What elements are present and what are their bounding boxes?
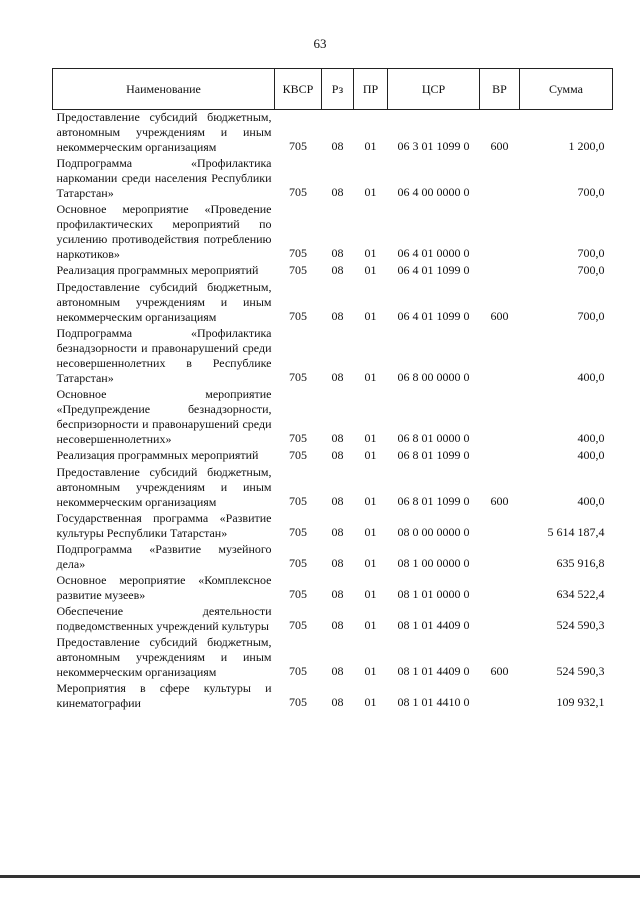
row-name: Предоставление субсидий бюджетным, автономным учреждениям и иным некоммерческим организациям	[56, 635, 272, 679]
row-vr: 600	[490, 494, 509, 508]
row-rz: 08	[331, 525, 344, 539]
row-pr: 01	[364, 309, 377, 323]
header-sum: Сумма	[520, 69, 613, 110]
row-rz: 08	[331, 448, 344, 462]
table-row	[53, 156, 613, 202]
row-csr: 06 8 00 0000 0	[397, 370, 470, 384]
row-name: Подпрограмма «Профилактика наркомании среди населения Республики Татарстан»	[56, 156, 272, 200]
table-row	[53, 681, 613, 712]
row-pr: 01	[364, 185, 377, 199]
table-row	[53, 511, 613, 542]
table-row	[53, 387, 613, 448]
row-name: Основное мероприятие «Предупреждение безнадзорности, беспризорности и правонарушений среди несовершеннолетних»	[56, 387, 272, 446]
row-name: Реализация программных мероприятий	[56, 448, 259, 462]
header-name: Наименование	[53, 69, 275, 110]
row-sum: 400,0	[577, 431, 605, 445]
table-row	[53, 635, 613, 681]
row-kvsr: 705	[289, 139, 307, 153]
row-vr	[480, 604, 520, 635]
row-pr: 01	[364, 695, 377, 709]
row-rz: 08	[331, 494, 344, 508]
row-name: Предоставление субсидий бюджетным, автономным учреждениям и иным некоммерческим организациям	[56, 465, 272, 509]
row-pr: 01	[364, 139, 377, 153]
row-sum: 700,0	[577, 185, 605, 199]
row-name: Предоставление субсидий бюджетным, автономным учреждениям и иным некоммерческим организациям	[56, 280, 272, 324]
row-sum: 524 590,3	[556, 618, 605, 632]
row-pr: 01	[364, 494, 377, 508]
row-kvsr: 705	[289, 664, 307, 678]
table-row	[53, 326, 613, 387]
row-vr	[480, 573, 520, 604]
row-vr	[480, 681, 520, 712]
table-row	[53, 202, 613, 263]
row-sum: 5 614 187,4	[547, 525, 605, 539]
row-kvsr: 705	[289, 309, 307, 323]
table-row	[53, 542, 613, 573]
row-csr: 06 4 00 0000 0	[397, 185, 470, 199]
row-pr: 01	[364, 587, 377, 601]
row-rz: 08	[331, 664, 344, 678]
header-csr: ЦСР	[388, 69, 480, 110]
row-csr: 08 1 01 4409 0	[397, 664, 470, 678]
row-kvsr: 705	[289, 246, 307, 260]
header-rz: Рз	[322, 69, 354, 110]
table-row	[53, 110, 613, 157]
row-sum: 400,0	[577, 494, 605, 508]
row-rz: 08	[331, 431, 344, 445]
row-name: Обеспечение деятельности подведомственных учреждений культуры	[56, 604, 272, 633]
table-row	[53, 465, 613, 511]
row-csr: 08 1 01 4410 0	[397, 695, 470, 709]
row-rz: 08	[331, 263, 344, 277]
row-name: Основное мероприятие «Комплексное развитие музеев»	[56, 573, 272, 602]
row-pr: 01	[364, 556, 377, 570]
row-kvsr: 705	[289, 556, 307, 570]
row-kvsr: 705	[289, 695, 307, 709]
row-vr: 600	[490, 139, 509, 153]
row-sum: 700,0	[577, 246, 605, 260]
row-rz: 08	[331, 139, 344, 153]
row-sum: 634 522,4	[556, 587, 605, 601]
header-pr: ПР	[354, 69, 388, 110]
row-pr: 01	[364, 431, 377, 445]
row-kvsr: 705	[289, 448, 307, 462]
row-sum: 700,0	[577, 309, 605, 323]
row-sum: 700,0	[577, 263, 605, 277]
row-rz: 08	[331, 246, 344, 260]
table-row	[53, 263, 613, 280]
row-sum: 400,0	[577, 370, 605, 384]
row-vr	[480, 202, 520, 263]
page-bottom-rule	[0, 875, 640, 878]
row-csr: 08 1 01 0000 0	[397, 587, 470, 601]
row-rz: 08	[331, 587, 344, 601]
row-name: Реализация программных мероприятий	[56, 263, 259, 277]
row-pr: 01	[364, 664, 377, 678]
row-kvsr: 705	[289, 263, 307, 277]
row-vr	[480, 156, 520, 202]
row-vr	[480, 326, 520, 387]
row-vr	[480, 511, 520, 542]
row-rz: 08	[331, 618, 344, 632]
budget-table	[52, 68, 613, 712]
row-csr: 06 8 01 0000 0	[397, 431, 470, 445]
row-pr: 01	[364, 525, 377, 539]
row-vr: 600	[490, 664, 509, 678]
row-sum: 524 590,3	[556, 664, 605, 678]
row-csr: 06 4 01 0000 0	[397, 246, 470, 260]
row-rz: 08	[331, 370, 344, 384]
row-csr: 08 1 01 4409 0	[397, 618, 470, 632]
header-vr: ВР	[480, 69, 520, 110]
row-name: Основное мероприятие «Проведение профилактических мероприятий по усилению противодействия потреблению наркотиков»	[56, 202, 272, 261]
table-row	[53, 573, 613, 604]
table-row	[53, 448, 613, 465]
row-kvsr: 705	[289, 185, 307, 199]
row-rz: 08	[331, 309, 344, 323]
row-csr: 08 0 00 0000 0	[397, 525, 470, 539]
row-pr: 01	[364, 246, 377, 260]
row-name: Подпрограмма «Профилактика безнадзорности и правонарушений среди несовершеннолетних в Республике Татарстан»	[56, 326, 272, 385]
row-csr: 06 4 01 1099 0	[397, 263, 470, 277]
row-sum: 109 932,1	[556, 695, 605, 709]
row-sum: 635 916,8	[556, 556, 605, 570]
row-csr: 06 8 01 1099 0	[397, 448, 470, 462]
row-vr	[480, 263, 520, 280]
page-number: 63	[313, 36, 327, 51]
row-csr: 06 4 01 1099 0	[397, 309, 470, 323]
row-name: Подпрограмма «Развитие музейного дела»	[56, 542, 272, 571]
row-vr: 600	[490, 309, 509, 323]
row-csr: 06 3 01 1099 0	[397, 139, 470, 153]
row-csr: 08 1 00 0000 0	[397, 556, 470, 570]
row-name: Мероприятия в сфере культуры и кинематографии	[56, 681, 272, 710]
table-header	[53, 69, 613, 110]
row-vr	[480, 387, 520, 448]
row-vr	[480, 542, 520, 573]
row-sum: 400,0	[577, 448, 605, 462]
row-pr: 01	[364, 448, 377, 462]
table-body	[53, 110, 613, 713]
row-name: Предоставление субсидий бюджетным, автономным учреждениям и иным некоммерческим организациям	[56, 110, 272, 154]
row-kvsr: 705	[289, 587, 307, 601]
header-kvsr: КВСР	[275, 69, 322, 110]
row-rz: 08	[331, 695, 344, 709]
row-kvsr: 705	[289, 494, 307, 508]
row-sum: 1 200,0	[568, 139, 605, 153]
row-pr: 01	[364, 263, 377, 277]
row-csr: 06 8 01 1099 0	[397, 494, 470, 508]
table-row	[53, 604, 613, 635]
row-pr: 01	[364, 618, 377, 632]
table-row	[53, 280, 613, 326]
row-vr	[480, 448, 520, 465]
row-pr: 01	[364, 370, 377, 384]
row-kvsr: 705	[289, 431, 307, 445]
row-kvsr: 705	[289, 370, 307, 384]
row-kvsr: 705	[289, 525, 307, 539]
row-rz: 08	[331, 185, 344, 199]
row-name: Государственная программа «Развитие культуры Республики Татарстан»	[56, 511, 272, 540]
row-kvsr: 705	[289, 618, 307, 632]
row-rz: 08	[331, 556, 344, 570]
